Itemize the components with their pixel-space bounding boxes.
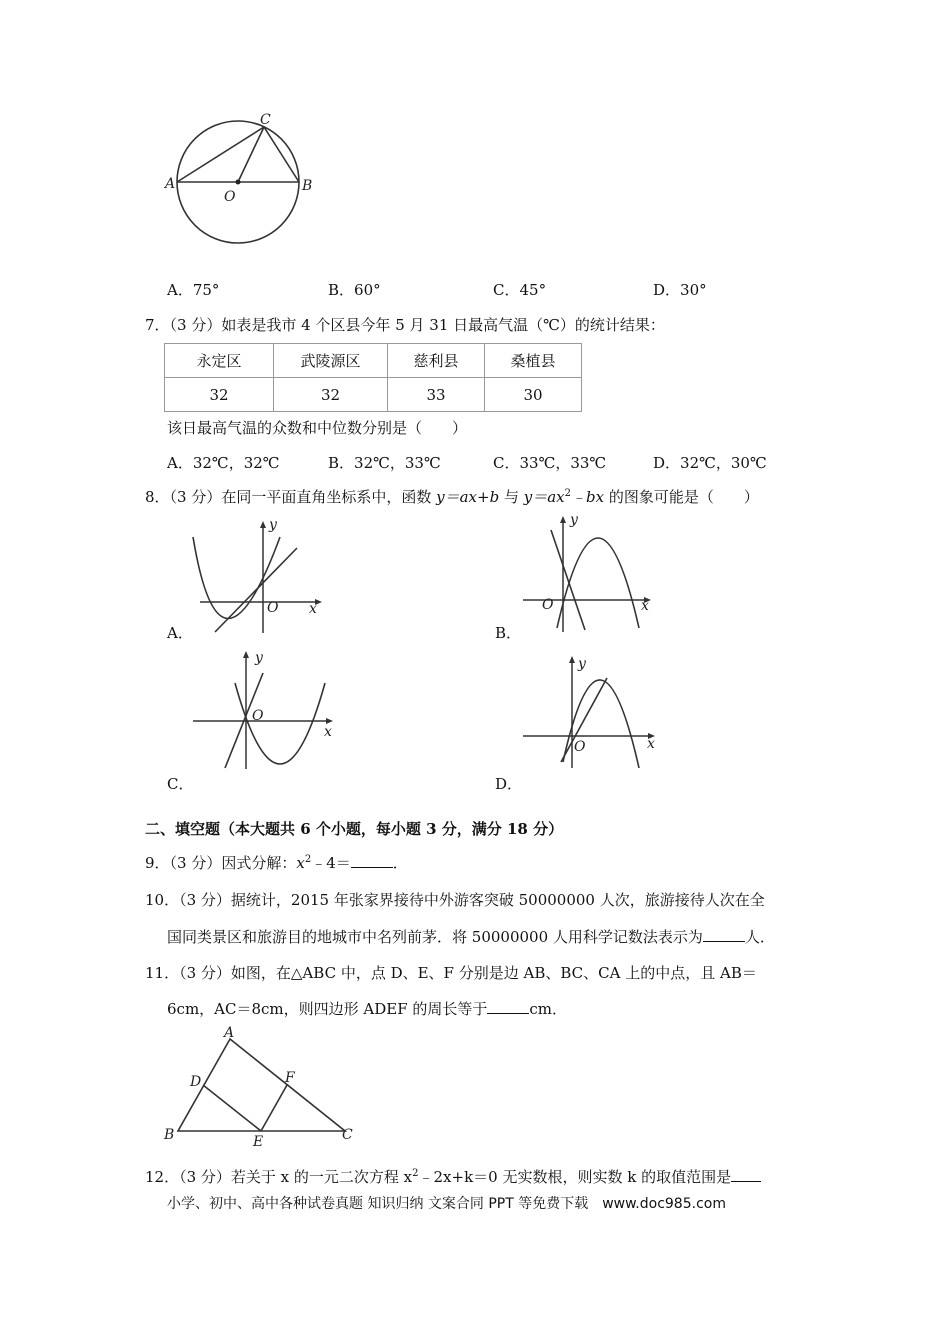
q8c-label-o: O — [252, 708, 264, 724]
q9 — [145, 852, 408, 873]
q8a-label-y: y — [269, 517, 277, 533]
q11-line2-prefix: 6cm，AC＝8cm，则四边形 ADEF 的周长等于 — [167, 1000, 488, 1018]
q6-label-a: A — [165, 176, 176, 192]
q8-function-linear: y＝ax+b — [436, 488, 500, 506]
table-header-cell: 桑植县 — [485, 344, 582, 378]
q12-prefix: 12．（3 分）若关于 x 的一元二次方程 x — [145, 1168, 413, 1186]
q9-prefix: 9．（3 分）因式分解： — [145, 854, 297, 872]
footer-text: 小学、初中、高中各种试卷真题 知识归纳 文案合同 PPT 等免费下载 www.doc985.com — [167, 1196, 726, 1212]
q8-function-quadratic: y＝ax — [523, 488, 565, 506]
q11-label-e: E — [253, 1134, 264, 1150]
section-title: 二、填空题（本大题共 6 个小题，每小题 3 分，满分 18 分） — [145, 820, 564, 838]
q10-line2 — [167, 926, 775, 947]
q7-temperature-table — [164, 343, 582, 412]
q10-answer-blank — [703, 927, 745, 942]
q6-label-o: O — [224, 189, 236, 205]
q8-exponent: 2 — [564, 488, 571, 499]
q8-function-quadratic-tail: ﹣bx — [571, 488, 605, 506]
q8-stem-suffix: 的图象可能是（ ） — [604, 488, 759, 506]
q8-graph-a — [185, 515, 335, 640]
table-header-cell: 武陵源区 — [274, 344, 388, 378]
q12-answer-blank — [731, 1167, 761, 1182]
q11-label-b: B — [164, 1127, 175, 1143]
q7-question: 该日最高气温的众数和中位数分别是（ ） — [167, 419, 468, 437]
q12-suffix: ﹣2x+k＝0 无实数根，则实数 k 的取值范围是 — [418, 1168, 732, 1186]
q6-option-c: C．45° — [493, 281, 547, 299]
q11-label-a: A — [224, 1025, 235, 1041]
table-cell: 32 — [274, 378, 388, 412]
q8a-label-x: x — [309, 601, 317, 617]
table-header-cell: 永定区 — [165, 344, 274, 378]
table-cell: 33 — [388, 378, 485, 412]
q8-stem-mid: 与 — [499, 488, 524, 506]
table-cell: 32 — [165, 378, 274, 412]
q7-stem: 7．（3 分）如表是我市 4 个区县今年 5 月 31 日最高气温（℃）的统计结果： — [145, 316, 665, 334]
q11-line2-suffix: cm． — [529, 1000, 568, 1018]
q10-line2-prefix: 国同类景区和旅游目的地城市中名列前茅．将 50000000 人用科学记数法表示为 — [167, 928, 703, 946]
q9-expr-rest: ﹣4＝ — [311, 854, 351, 872]
q8c-label-x: x — [324, 724, 332, 740]
q8-graph-b — [515, 510, 665, 635]
q12 — [145, 1166, 761, 1187]
q6-option-b: B．60° — [328, 281, 381, 299]
q9-answer-blank — [351, 853, 393, 868]
table-header-cell: 慈利县 — [388, 344, 485, 378]
q8-graph-c — [185, 645, 345, 770]
q8d-label-y: y — [578, 656, 586, 672]
q7-option-d: D．32℃，30℃ — [653, 454, 767, 472]
q9-exponent: 2 — [304, 854, 312, 865]
q12-exponent: 2 — [412, 1168, 419, 1179]
q6-option-a: A．75° — [167, 281, 220, 299]
q8-option-b: B． — [495, 624, 522, 642]
q8-option-a: A． — [167, 624, 193, 642]
q11-label-f: F — [285, 1070, 295, 1086]
q7-option-a: A．32℃，32℃ — [167, 454, 280, 472]
q10-line1: 10．（3 分）据统计，2015 年张家界接待中外游客突破 50000000 人次，旅游接待人次在全 — [145, 891, 765, 909]
q8b-label-y: y — [570, 512, 578, 528]
q8-option-c: C． — [167, 775, 194, 793]
q10-line2-suffix: 人． — [744, 928, 775, 946]
q8a-label-o: O — [267, 600, 279, 616]
q11-triangle-figure — [160, 1025, 370, 1150]
q6-label-c: C — [260, 112, 271, 128]
table-row — [165, 378, 582, 412]
q8-stem — [145, 486, 759, 507]
q8-graph-d — [515, 650, 670, 775]
q8d-label-x: x — [647, 736, 655, 752]
q11-line1: 11．（3 分）如图，在△ABC 中，点 D、E、F 分别是边 AB、BC、CA 上的中点，且 AB＝ — [145, 964, 757, 982]
q7-option-c: C．33℃，33℃ — [493, 454, 607, 472]
q6-label-b: B — [302, 178, 313, 194]
q8b-label-o: O — [542, 597, 554, 613]
table-row — [165, 344, 582, 378]
q11-line2 — [167, 998, 567, 1019]
q8-option-d: D． — [495, 775, 523, 793]
q6-circle-figure — [160, 110, 330, 250]
q11-answer-blank — [487, 999, 529, 1014]
q8-stem-prefix: 8．（3 分）在同一平面直角坐标系中，函数 — [145, 488, 437, 506]
q7-option-b: B．32℃，33℃ — [328, 454, 441, 472]
q9-expr-var: x — [296, 854, 305, 872]
q6-option-d: D．30° — [653, 281, 707, 299]
q8b-label-x: x — [641, 598, 649, 614]
q11-label-c: C — [342, 1127, 353, 1143]
q9-suffix: ． — [392, 854, 408, 872]
q8c-label-y: y — [255, 650, 263, 666]
table-cell: 30 — [485, 378, 582, 412]
q11-label-d: D — [190, 1074, 202, 1090]
q8d-label-o: O — [574, 739, 586, 755]
